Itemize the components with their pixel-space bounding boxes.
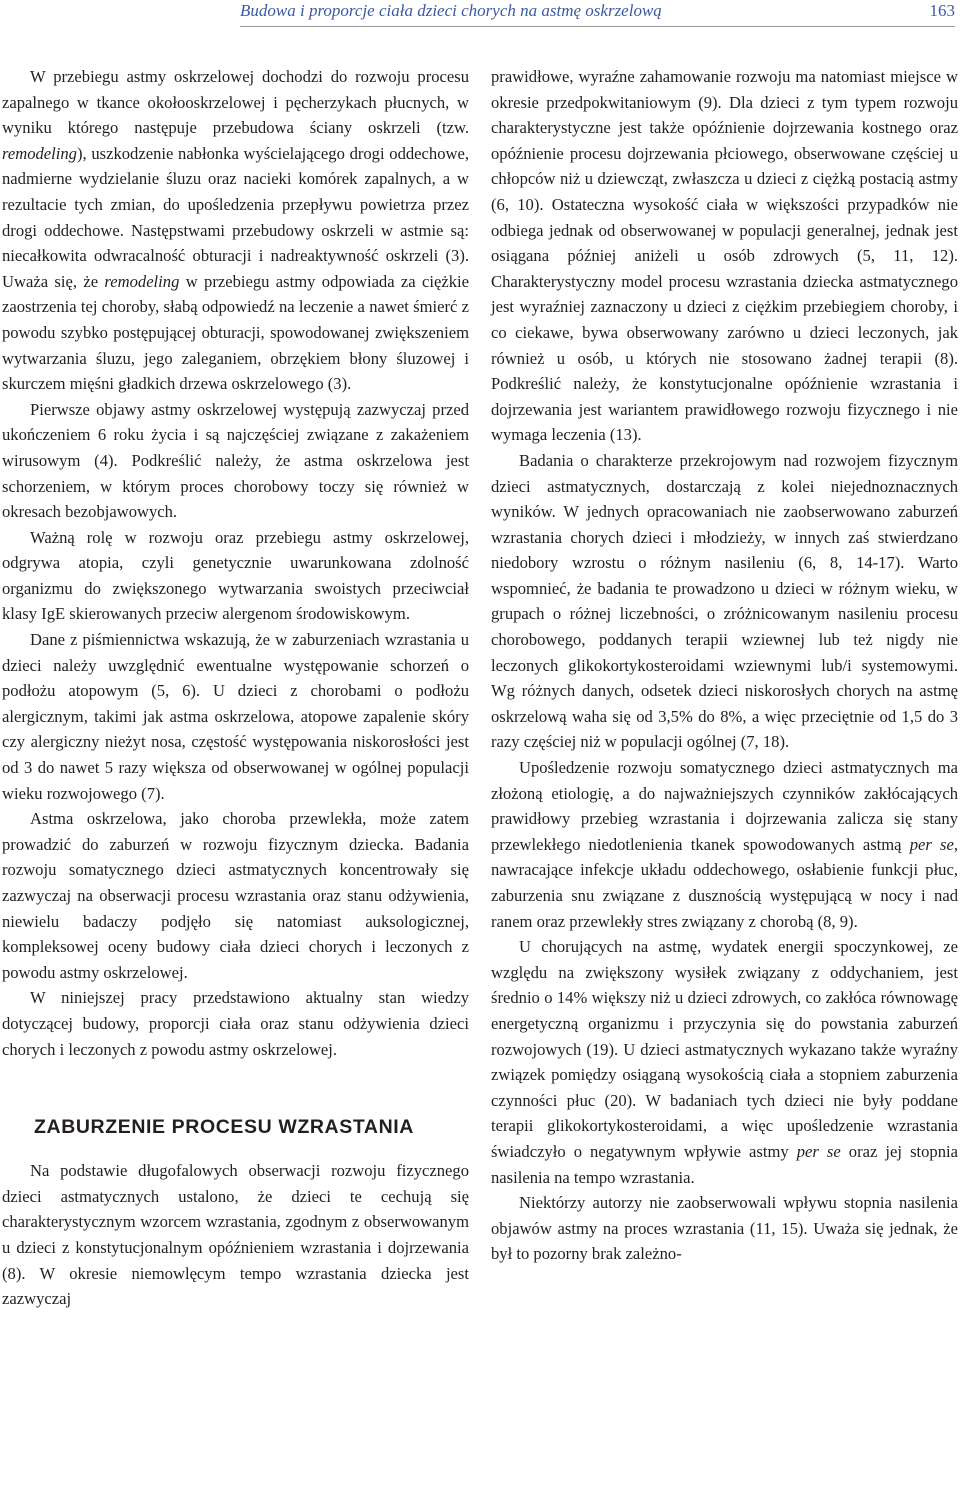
italic-term: remodeling xyxy=(104,271,180,291)
paragraph-continuation: prawidłowe, wyraźne zahamowanie rozwoju ma natomiast miejsce w okresie przedpokwitaniowym (9). Dla dzieci z tym typem rozwoju charakterystyczne jest także opóźnienie dojrzewania kostnego oraz opóźnienie procesu dojrzewania płciowego, obserwowane częściej u chłopców niż u dziewcząt, zwłaszcza u dzieci z ciężką postacią astmy (6, 10). Ostateczna wysokość ciała w większości przypadków nie odbiega jednak od obserwowanej w populacji generalnej, jednak jest osiągana później aniżeli u osób zdrowych (5, 11, 12). Charakterystyczny model procesu wzrastania dziecka astmatycznego jest wyraźniej zaznaczony u dzieci z ciężkim przebiegiem choroby, i co ciekawe, bywa obserwowany zarówno u dzieci leczonych, jak również u osób, u których nie stosowano żadnej terapii (8). Podkreślić należy, że konstytucjonalne opóźnienie wzrastania i dojrzewania jest wariantem prawidłowego rozwoju fizycznego i nie wymaga leczenia (13). xyxy=(491,67,958,445)
text-run: U chorujących na astmę, wydatek energii spoczynkowej, ze względu na zwiększony wysiłek związany z oddychaniem, jest średnio o 14% większy niż u dzieci zdrowych, co zakłóca równowagę energetyczną organizmu i przyczynia się do powstania zaburzeń rozwojowych (19). U dzieci astmatycznych wykazano także wyraźny związek pomiędzy osiąganą wysokością ciała a stopniem zaburzenia czynności płuc (20). W badaniach tych dzieci nie były poddane terapii glikokortykosteroidami, a więc upośledzenie wzrastania świadczyło o negatywnym wpływie astmy xyxy=(491,937,958,1161)
paragraph-other-authors: Niektórzy autorzy nie zaobserwowali wpływu stopnia nasilenia objawów astmy na proces wzrastania (11, 15). Uważa się jednak, że był to pozorny brak zależno- xyxy=(491,1193,958,1264)
italic-term: per se xyxy=(796,1141,841,1161)
italic-term: remodeling xyxy=(2,143,77,163)
right-column xyxy=(491,64,958,1267)
paragraph-aim: W niniejszej pracy przedstawiono aktualny stan wiedzy dotyczącej budowy, proporcji ciała oraz stanu odżywienia dzieci chorych i leczonych z powodu astmy oskrzelowej. xyxy=(2,988,469,1059)
paragraph-cross-sectional: Badania o charakterze przekrojowym nad rozwojem fizycznym dzieci astmatycznych, dostarczają z kolei niejednoznacznych wyników. W jednych opracowaniach nie zaobserwowano zaburzeń wzrastania chorych dzieci i młodzieży, w innych zaś stwierdzano niedobory wzrostu o różnym nasileniu (6, 8, 14-17). Warto wspomnieć, że badania te prowadzono u dzieci w różnym wieku, w grupach o różnej liczebności, o zróżnicowanym nasileniu procesu chorobowego, poddanych terapii wziewnej lub też nigdy nie leczonych glikokortykosteroidami wziewnymi lub/i systemowymi. Wg różnych danych, odsetek dzieci niskorosłych chorych na astmę oskrzelową waha się od 3,5% do 8%, a więc przeciętnie od 1,5 do 3 razy częściej niż w populacji ogólnej (7, 18). xyxy=(491,450,958,752)
text-run: , nawracające infekcje układu oddechowego, osłabienie funkcji płuc, zaburzenia snu związane z dusznością występującą w nocy i nad ranem oraz przewlekły stres związany z chorobą (8, 9). xyxy=(491,834,958,931)
section-heading: ZABURZENIE PROCESU WZRASTANIA xyxy=(34,1116,414,1139)
text-run: Upośledzenie rozwoju somatycznego dzieci astmatycznych ma złożoną etiologię, a do najważniejszych czynników zakłócających prawidłowy przebieg wzrastania i dojrzewania zalicza się stany przewlekłego niedotlenienia tkanek spowodowanych astmą xyxy=(491,758,958,854)
text-run: w przebiegu astmy odpowiada za ciężkie zaostrzenia tej choroby, słabą odpowiedź na leczenie a nawet śmierć z powodu szybko postępującej obturacji, spowodowanej zwiększeniem wytwarzania śluzu, jego zaleganiem, obrzękiem błony śluzowej i skurczem mięśni gładkich drzewa oskrzelowego (3). xyxy=(2,271,469,394)
paragraph-chronic-disease: Astma oskrzelowa, jako choroba przewlekła, może zatem prowadzić do zaburzeń w rozwoju fizycznym dziecka. Badania rozwoju somatycznego dzieci astmatycznych koncentrowały się zazwyczaj na obserwacji procesu wzrastania oraz stanu odżywienia, niewielu badaczy podjęło się natomiast auksologicznej, kompleksowej oceny budowy ciała dzieci chorych i leczonych z powodu astmy oskrzelowej. xyxy=(2,809,469,982)
paragraph-literature: Dane z piśmiennictwa wskazują, że w zaburzeniach wzrastania u dzieci należy uwzględnić ewentualne występowanie schorzeń o podłożu atopowym (5, 6). U dzieci z chorobami o podłożu alergicznym, takimi jak astma oskrzelowa, atopowe zapalenie skóry czy alergiczny nieżyt nosa, częstość występowania niskorosłości jest od 3 do nawet 5 razy większa od obserwowanej w ogólnej populacji wieku rozwojowego (7). xyxy=(2,630,469,803)
running-header xyxy=(240,0,955,27)
text-run: ), uszkodzenie nabłonka wyścielającego drogi oddechowe, nadmierne wydzielanie śluzu oraz nacieki komórek zapalnych, a w rezultacie tych zmian, do upośledzenia przepływu powietrza przez drogi oddechowe. Następstwami przebudowy oskrzeli w astmie są: niecałkowita odwracalność obturacji i nadreaktywność oskrzeli (3). Uważa się, że xyxy=(2,143,469,291)
text-run: oraz jej stopnia nasilenia na tempo wzrastania. xyxy=(491,1141,958,1187)
text-run: W przebiegu astmy oskrzelowej dochodzi do rozwoju procesu zapalnego w tkance okołooskrzelowej i pęcherzykach płucnych, w wyniku którego następuje przebudowa ściany oskrzeli (tzw. xyxy=(2,67,469,138)
paragraph-growth-pattern: Na podstawie długofalowych obserwacji rozwoju fizycznego dzieci astmatycznych ustalono, że dzieci te cechują się charakterystycznym wzorcem wzrastania, zgodnym z obserwowanym u dzieci z konstytucjonalnym opóźnieniem wzrastania i dojrzewania (8). W okresie niemowlęcym tempo wzrastania dziecka jest zazwyczaj xyxy=(2,1161,469,1309)
paragraph-first-symptoms: Pierwsze objawy astmy oskrzelowej występują zazwyczaj przed ukończeniem 6 roku życia i są najczęściej związane z zakażeniem wirusowym (4). Podkreślić należy, że astma oskrzelowa jest schorzeniem, w którym proces chorobowy toczy się również w okresach bezobjawowych. xyxy=(2,399,469,522)
running-title: Budowa i proporcje ciała dzieci chorych na astmę oskrzelową xyxy=(240,1,662,20)
paragraph-energy xyxy=(491,934,958,1190)
paragraph-remodeling xyxy=(2,64,469,397)
left-column xyxy=(2,64,469,1312)
paragraph-atopy: Ważną rolę w rozwoju oraz przebiegu astmy oskrzelowej, odgrywa atopia, czyli genetycznie uwarunkowana zdolność organizmu do zwiększonego wytwarzania swoistych przeciwciał klasy IgE skierowanych przeciw alergenom środowiskowym. xyxy=(2,527,469,624)
paragraph-etiology xyxy=(491,755,958,934)
italic-term: per se xyxy=(909,834,954,854)
page-number: 163 xyxy=(929,1,955,20)
